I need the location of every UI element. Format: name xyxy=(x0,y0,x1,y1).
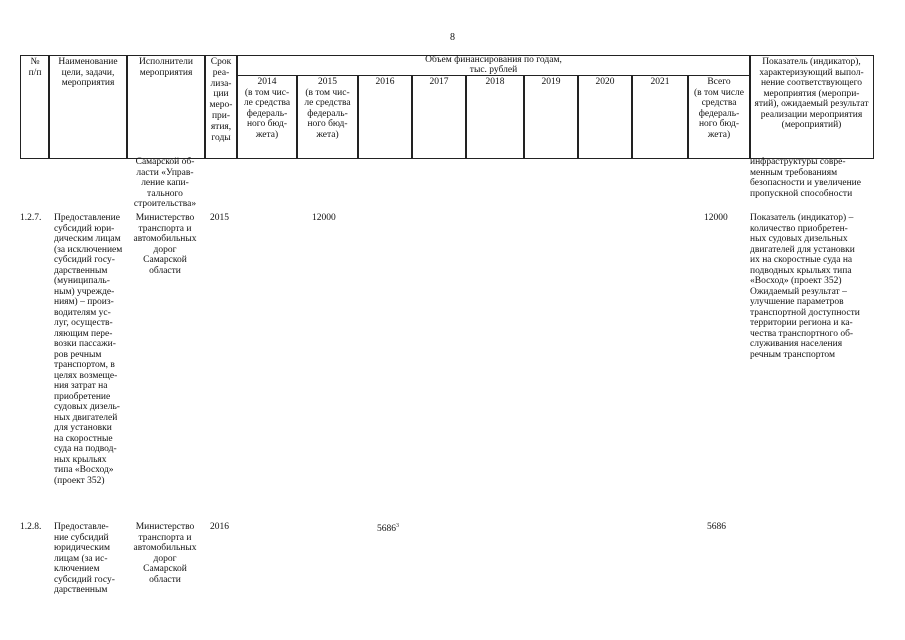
row-name: Предоставле- ние субсидий юридическим лицам (за ис- ключением субсидий госу- дарственным xyxy=(54,522,115,595)
header-2021: 2021 xyxy=(650,77,670,87)
row-term: 2015 xyxy=(210,213,229,223)
header-2019: 2019 xyxy=(541,77,561,87)
row-num: 1.2.7. xyxy=(20,213,42,223)
cont-indicator: инфраструктуры совре- менным требованиям безопасности и увеличение пропускной способности xyxy=(750,157,861,199)
col-border-2020 xyxy=(577,75,633,159)
row-total-value: 5686 xyxy=(707,522,726,532)
col-border-2018 xyxy=(465,75,525,159)
row-2016-value: 5686 xyxy=(377,524,396,535)
header-2020: 2020 xyxy=(595,77,615,87)
table-header xyxy=(20,55,873,158)
header-2015: 2015 (в том чис- ле средства федераль- ного бюд- жета) xyxy=(304,77,351,140)
row-exec: Министерство транспорта и автомобильных дорог Самарской области xyxy=(133,522,197,585)
row-total-value: 12000 xyxy=(704,213,728,223)
col-border-2019 xyxy=(523,75,579,159)
cont-exec: Самарской об- ласти «Управ- ление капи- тального строительства» xyxy=(133,157,197,209)
footnote-mark: 3 xyxy=(396,523,399,529)
header-2016: 2016 xyxy=(375,77,395,87)
col-border-2016 xyxy=(357,75,413,159)
row-num: 1.2.8. xyxy=(20,522,42,532)
header-2018: 2018 xyxy=(485,77,505,87)
header-name: Наименование цели, задачи, мероприятия xyxy=(58,57,118,88)
row-indicator: Показатель (индикатор) – количество приобретен- ных судовых дизельных двигателей для установки их на скоростные суда на подводных крыльях типа «Восход» (проект 352) Ожидаемый результат – улучшение параметров транспортной доступности территории региона и ка- чества транспортного об- служивания населения речным транспортом xyxy=(750,213,860,360)
header-num: № п/п xyxy=(28,57,42,78)
header-exec: Исполнители мероприятия xyxy=(139,57,193,78)
header-total: Всего (в том числе средства федераль- ного бюд- жета) xyxy=(693,77,745,140)
row-2015-value: 12000 xyxy=(312,213,336,223)
row-2016-cell xyxy=(377,521,417,535)
header-2017: 2017 xyxy=(429,77,449,87)
header-funding: Объем финансирования по годам, тыс. рублей xyxy=(425,55,562,75)
header-term: Срок реа- лиза- ции меро- при- ятия, годы xyxy=(209,57,233,143)
header-2014: 2014 (в том чис- ле средства федераль- ного бюд- жета) xyxy=(243,77,291,140)
col-border-2017 xyxy=(411,75,467,159)
page-number: 8 xyxy=(450,32,455,43)
row-exec: Министерство транспорта и автомобильных дорог Самарской области xyxy=(133,213,197,276)
row-term: 2016 xyxy=(210,522,229,532)
row-name: Предоставление субсидий юри- дическим лицам (за исключением субсидий госу- дарственным (муниципаль- ным) учрежде- ниям) – произ- водителям ус- луг, осуществ- ляющим пере- возки пассажи- ров речным транспортом, в целях возмеще- ния затрат на приобретение судовых дизель- ных двигателей для установки на скоростные суда на подвод- ных крыльях типа «Восход» (проект 352) xyxy=(54,213,123,486)
col-border-2021 xyxy=(631,75,689,159)
header-indicator: Показатель (индикатор), характеризующий выпол- нение соответствующего мероприятия (меропри- ятий), ожидаемый результат реализации мероприятия (мероприятий) xyxy=(754,57,869,130)
